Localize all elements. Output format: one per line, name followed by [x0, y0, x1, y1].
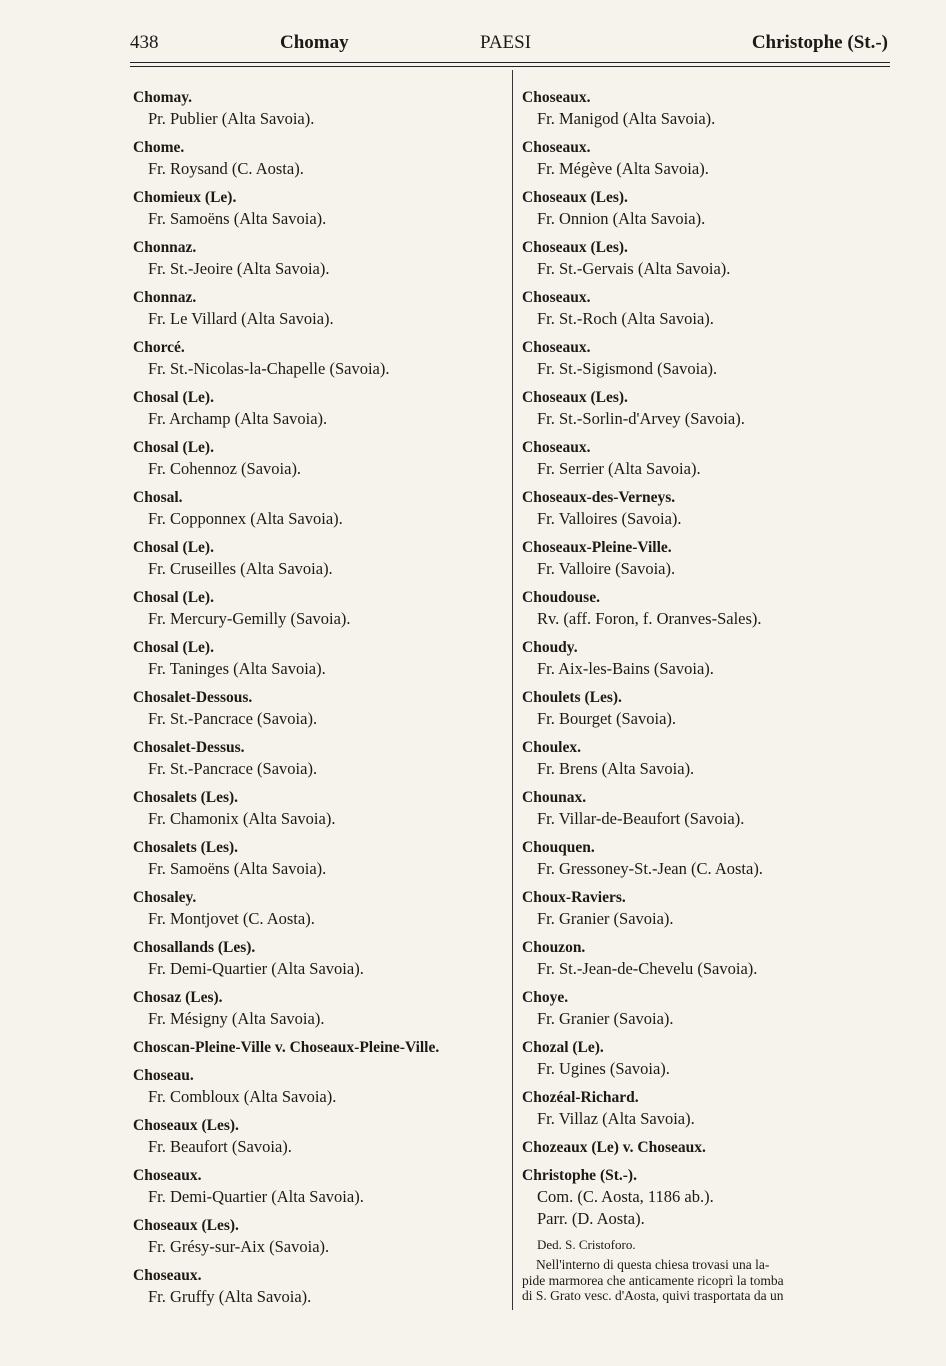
entry-location: Fr. Le Villard (Alta Savoia). [148, 309, 334, 328]
entry-location: Fr. Mercury-Gemilly (Savoia). [148, 609, 351, 628]
entry-headword: Chosal (Le). [133, 589, 214, 606]
gazetteer-entry [133, 988, 501, 1030]
entry-headword: Choseaux. [522, 439, 591, 456]
entry-location: Fr. Granier (Savoia). [537, 909, 674, 928]
gazetteer-entry [133, 338, 501, 380]
entry-headword: Chozéal-Richard. [522, 1089, 639, 1106]
entry-location: Fr. St.-Sigismond (Savoia). [537, 359, 718, 378]
gazetteer-entry [133, 1116, 501, 1158]
entry-location: Fr. Serrier (Alta Savoia). [537, 459, 701, 478]
gazetteer-entry [522, 638, 894, 680]
gazetteer-entry [522, 138, 894, 180]
gazetteer-entry [522, 238, 894, 280]
entry-location: Fr. Mégève (Alta Savoia). [537, 159, 709, 178]
entry-location: Fr. Beaufort (Savoia). [148, 1137, 292, 1156]
gazetteer-entry [522, 838, 894, 880]
gazetteer-entry [522, 1138, 894, 1158]
entry-location: Fr. Samoëns (Alta Savoia). [148, 209, 327, 228]
entry-location: Fr. Granier (Savoia). [537, 1009, 674, 1028]
entry-headword: Choseaux (Les). [522, 239, 628, 256]
entry-location: Fr. Villaz (Alta Savoia). [537, 1109, 695, 1128]
entry-headword: Chosal (Le). [133, 439, 214, 456]
entry-headword: Choseaux-des-Verneys. [522, 489, 676, 506]
gazetteer-entry [133, 788, 501, 830]
right-column [522, 88, 894, 1312]
entry-location: Fr. Ugines (Savoia). [537, 1059, 670, 1078]
note-line: pide marmorea che anticamente ricoprì la tomba [522, 1272, 784, 1288]
entry-headword: Choseaux. [133, 1267, 202, 1284]
entry-location: Fr. Gressoney-St.-Jean (C. Aosta). [537, 859, 763, 878]
entry-location: Fr. Combloux (Alta Savoia). [148, 1087, 337, 1106]
entry-headword: Choye. [522, 989, 569, 1006]
gazetteer-entry [133, 488, 501, 530]
entry-location: Fr. Manigod (Alta Savoia). [537, 109, 716, 128]
entry-location: Fr. Taninges (Alta Savoia). [148, 659, 326, 678]
gazetteer-entry [133, 288, 501, 330]
entry-location: Fr. Grésy-sur-Aix (Savoia). [148, 1237, 330, 1256]
gazetteer-entry [522, 888, 894, 930]
entry-location: Fr. St.-Gervais (Alta Savoia). [537, 259, 731, 278]
header-left-word: Chomay [280, 32, 349, 53]
entry-headword: Chonnaz. [133, 289, 197, 306]
gazetteer-entry [522, 988, 894, 1030]
gazetteer-entry [133, 688, 501, 730]
entry-location: Fr. St.-Pancrace (Savoia). [148, 709, 318, 728]
entry-headword: Choulets (Les). [522, 689, 622, 706]
entry-location: Fr. Roysand (C. Aosta). [148, 159, 304, 178]
gazetteer-entry [133, 138, 501, 180]
entry-location: Fr. Chamonix (Alta Savoia). [148, 809, 336, 828]
gazetteer-entry [522, 438, 894, 480]
entry-location: Fr. St.-Pancrace (Savoia). [148, 759, 318, 778]
entry-location: Fr. Valloire (Savoia). [537, 559, 676, 578]
entry-headword: Christophe (St.-). [522, 1167, 637, 1184]
entry-location: Fr. Villar-de-Beaufort (Savoia). [537, 809, 745, 828]
entry-headword: Chouquen. [522, 839, 595, 856]
entry-headword: Chome. [133, 139, 185, 156]
entry-location: Fr. St.-Jean-de-Chevelu (Savoia). [537, 959, 758, 978]
entry-location: Fr. Cohennoz (Savoia). [148, 459, 302, 478]
entry-headword: Choseaux. [133, 1167, 202, 1184]
right-column-entries [522, 88, 894, 1158]
entry-headword: Chouzon. [522, 939, 586, 956]
entry-headword: Chosalets (Les). [133, 839, 239, 856]
left-column [133, 88, 501, 1316]
gazetteer-entry [133, 1216, 501, 1258]
entry-headword: Chosal (Le). [133, 639, 214, 656]
header-right-word: Christophe (St.-) [751, 32, 888, 53]
gazetteer-entry [522, 538, 894, 580]
entry-location: Fr. Valloires (Savoia). [537, 509, 682, 528]
entry-headword: Choseaux. [522, 89, 591, 106]
gazetteer-entry [133, 188, 501, 230]
gazetteer-entry [522, 788, 894, 830]
gazetteer-entry [522, 88, 894, 130]
entry-headword: Chosal (Le). [133, 539, 214, 556]
gazetteer-entry [133, 888, 501, 930]
gazetteer-entry [133, 438, 501, 480]
entry-location: Rv. (aff. Foron, f. Oranves-Sales). [537, 609, 762, 628]
entry-headword: Choseaux. [522, 339, 591, 356]
gazetteer-entry [133, 88, 501, 130]
entry-headword: Chosaley. [133, 889, 197, 906]
gazetteer-entry [522, 938, 894, 980]
entry-location: Fr. Bourget (Savoia). [537, 709, 677, 728]
entry-headword: Choudouse. [522, 589, 600, 606]
entry-headword: Choseau. [133, 1067, 194, 1084]
gazetteer-entry [522, 288, 894, 330]
gazetteer-entry [133, 538, 501, 580]
entry-headword: Choulex. [522, 739, 581, 756]
entry-headword: Choseaux (Les). [133, 1117, 239, 1134]
entry-headword: Chosal (Le). [133, 389, 214, 406]
entry-location: Fr. Mésigny (Alta Savoia). [148, 1009, 325, 1028]
gazetteer-entry [133, 588, 501, 630]
gazetteer-entry [133, 1066, 501, 1108]
entry-location: Fr. Demi-Quartier (Alta Savoia). [148, 959, 364, 978]
entry-headword: Chosalets (Les). [133, 789, 239, 806]
note-line: Nell'interno di questa chiesa trovasi una la- [536, 1257, 770, 1272]
entry-headword: Choseaux. [522, 139, 591, 156]
column-divider [512, 70, 513, 1310]
gazetteer-entry [522, 388, 894, 430]
entry-christophe [522, 1166, 894, 1304]
gazetteer-entry [133, 388, 501, 430]
gazetteer-entry [522, 688, 894, 730]
entry-headword: Chosallands (Les). [133, 939, 256, 956]
entry-headword: Chonnaz. [133, 239, 197, 256]
entry-location: Fr. Brens (Alta Savoia). [537, 759, 695, 778]
entry-dedication: Ded. S. Cristoforo. [537, 1237, 636, 1252]
entry-headword: Choux-Raviers. [522, 889, 626, 906]
entry-location: Fr. Archamp (Alta Savoia). [148, 409, 328, 428]
gazetteer-entry [522, 738, 894, 780]
entry-headword: Choseaux. [522, 289, 591, 306]
header-rule-double [130, 66, 890, 67]
entry-location: Pr. Publier (Alta Savoia). [148, 109, 315, 128]
gazetteer-entry [522, 1088, 894, 1130]
entry-headword: Choudy. [522, 639, 578, 656]
entry-headword: Chosaz (Les). [133, 989, 223, 1006]
entry-headword: Choseaux (Les). [522, 189, 628, 206]
entry-commune: Com. (C. Aosta, 1186 ab.). [537, 1187, 714, 1206]
header-section: PAESI [480, 32, 532, 53]
gazetteer-entry [133, 938, 501, 980]
entry-parish: Parr. (D. Aosta). [537, 1209, 645, 1228]
gazetteer-entry [522, 488, 894, 530]
entry-headword: Chomay. [133, 89, 192, 106]
entry-headword: Choscan-Pleine-Ville v. Choseaux-Pleine-Ville. [133, 1039, 440, 1056]
entry-headword: Choseaux (Les). [133, 1217, 239, 1234]
gazetteer-entry [133, 838, 501, 880]
entry-location: Fr. St.-Jeoire (Alta Savoia). [148, 259, 330, 278]
entry-headword: Chounax. [522, 789, 587, 806]
entry-headword: Chosalet-Dessous. [133, 689, 253, 706]
gazetteer-entry [133, 238, 501, 280]
gazetteer-entry [133, 1038, 501, 1058]
gazetteer-entry [522, 588, 894, 630]
entry-headword: Choseaux (Les). [522, 389, 628, 406]
entry-location: Fr. Aix-les-Bains (Savoia). [537, 659, 714, 678]
gazetteer-entry [133, 738, 501, 780]
entry-headword: Chosalet-Dessus. [133, 739, 245, 756]
entry-location: Fr. St.-Roch (Alta Savoia). [537, 309, 714, 328]
entry-headword: Chozal (Le). [522, 1039, 604, 1056]
gazetteer-entry [522, 188, 894, 230]
gazetteer-entry [522, 1038, 894, 1080]
entry-location: Fr. Cruseilles (Alta Savoia). [148, 559, 333, 578]
entry-headword: Chosal. [133, 489, 183, 506]
header-rule [130, 62, 890, 63]
page-number: 438 [130, 32, 159, 53]
entry-location: Fr. Gruffy (Alta Savoia). [148, 1287, 312, 1306]
entry-location: Fr. St.-Sorlin-d'Arvey (Savoia). [537, 409, 745, 428]
entry-location: Fr. St.-Nicolas-la-Chapelle (Savoia). [148, 359, 390, 378]
entry-location: Fr. Montjovet (C. Aosta). [148, 909, 315, 928]
gazetteer-entry [133, 1166, 501, 1208]
entry-note [522, 1257, 894, 1304]
entry-location: Fr. Onnion (Alta Savoia). [537, 209, 706, 228]
entry-location: Fr. Demi-Quartier (Alta Savoia). [148, 1187, 364, 1206]
gazetteer-entry [133, 638, 501, 680]
page-header [130, 32, 888, 58]
gazetteer-entry [522, 338, 894, 380]
entry-headword: Chomieux (Le). [133, 189, 237, 206]
entry-headword: Chozeaux (Le) v. Choseaux. [522, 1139, 706, 1156]
entry-headword: Choseaux-Pleine-Ville. [522, 539, 672, 556]
entry-location: Fr. Samoëns (Alta Savoia). [148, 859, 327, 878]
entry-location: Fr. Copponnex (Alta Savoia). [148, 509, 343, 528]
entry-headword: Chorcé. [133, 339, 185, 356]
gazetteer-entry [133, 1266, 501, 1308]
note-line: di S. Grato vesc. d'Aosta, quivi trasportata da un [522, 1288, 784, 1303]
